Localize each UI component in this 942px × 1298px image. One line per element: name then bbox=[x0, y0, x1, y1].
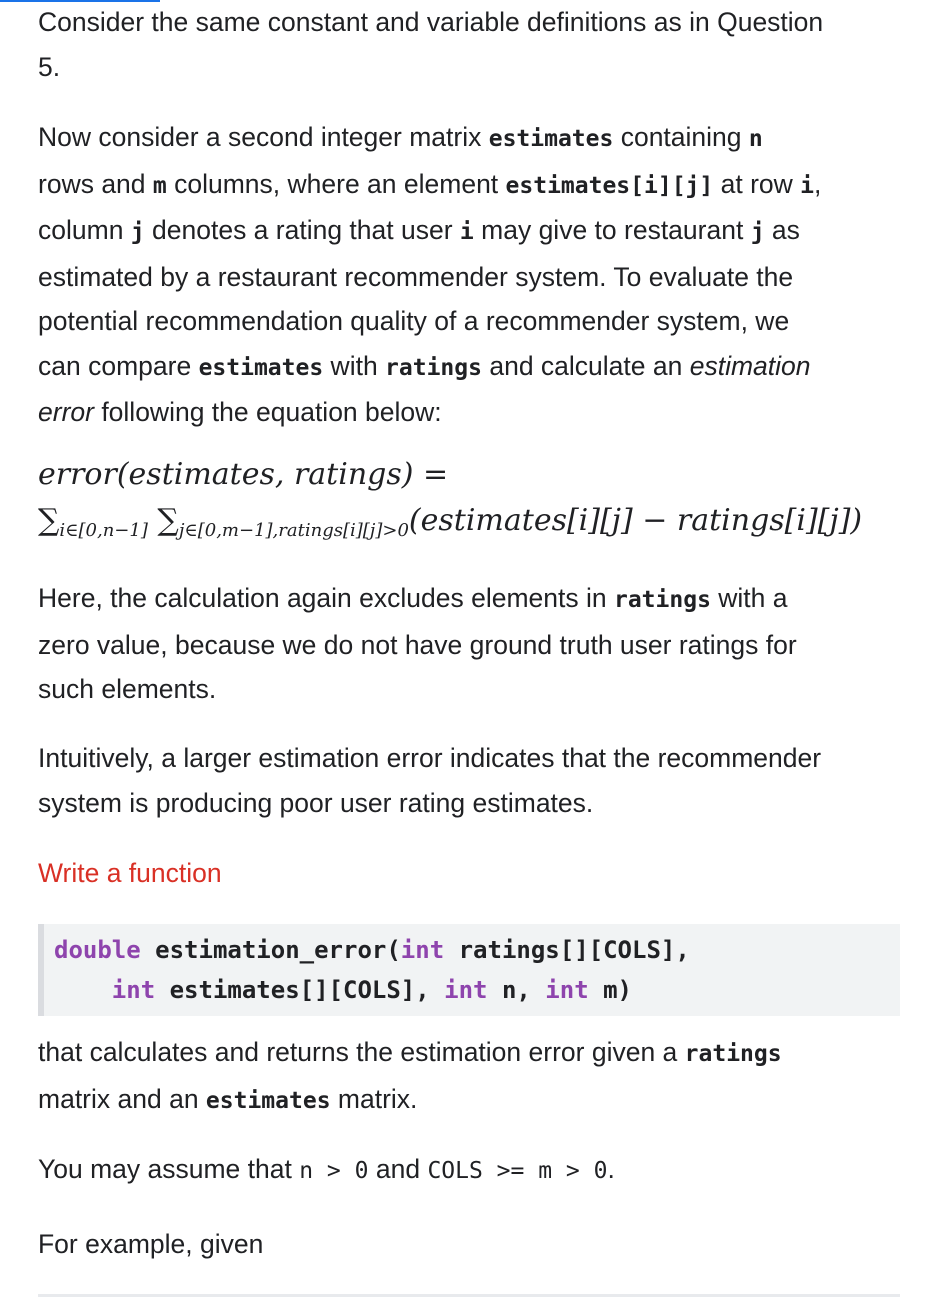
inline-code: estimates bbox=[488, 126, 614, 152]
paragraph-intuition bbox=[38, 736, 900, 825]
inline-code: COLS >= m > 0 bbox=[427, 1158, 608, 1184]
text: that calculates and returns the estimation error given a bbox=[38, 1037, 685, 1067]
code-indent bbox=[54, 976, 112, 1004]
inline-code: i bbox=[800, 172, 814, 199]
sum-symbol: ∑ bbox=[38, 503, 60, 538]
emphasis: estimation bbox=[689, 350, 811, 381]
sum-index-i: i∈[0,n−1] bbox=[59, 520, 148, 541]
task-heading bbox=[38, 851, 900, 896]
text: and bbox=[368, 1154, 428, 1184]
code-line-2 bbox=[54, 970, 900, 1010]
text: Consider the same constant and variable definitions as in Question bbox=[38, 7, 824, 37]
inline-code: n bbox=[748, 126, 763, 152]
text: may give to restaurant bbox=[473, 215, 751, 245]
error-equation bbox=[38, 452, 942, 552]
text: matrix. bbox=[330, 1083, 418, 1114]
text: , bbox=[814, 168, 822, 199]
text: denotes a rating that user bbox=[144, 215, 460, 245]
text: Now consider a second integer matrix bbox=[38, 122, 489, 152]
inline-code: estimates[i][j] bbox=[505, 172, 714, 199]
sum-index-j: j∈[0,m−1],ratings[i][j]>0 bbox=[178, 520, 409, 541]
bottom-divider bbox=[38, 1294, 900, 1297]
write-function-heading: Write a function bbox=[38, 858, 222, 888]
text: can compare bbox=[38, 350, 199, 381]
function-signature-code bbox=[38, 924, 900, 1016]
text: . bbox=[607, 1154, 615, 1184]
text: potential recommendation quality of a recommender system, we bbox=[38, 306, 790, 336]
paragraph-context bbox=[38, 0, 900, 89]
code-text: estimation_error( bbox=[140, 936, 401, 964]
paragraph-assumptions bbox=[38, 1147, 900, 1194]
inline-code: ratings bbox=[684, 1041, 782, 1067]
text: column bbox=[38, 215, 131, 245]
equation-line-2 bbox=[38, 498, 942, 552]
inline-code: j bbox=[130, 219, 145, 245]
text: matrix and an bbox=[38, 1083, 206, 1114]
inline-code: n > 0 bbox=[299, 1158, 369, 1184]
text: 5. bbox=[38, 51, 61, 82]
text: as bbox=[764, 215, 800, 245]
code-keyword: int bbox=[444, 976, 488, 1004]
text: You may assume that bbox=[38, 1154, 300, 1184]
code-text: ratings[][COLS], bbox=[444, 936, 690, 964]
code-text: m) bbox=[588, 976, 633, 1004]
paragraph-exclusion-note bbox=[38, 576, 900, 712]
paragraph-example-intro bbox=[38, 1222, 900, 1267]
text: system is producing poor user rating estimates. bbox=[38, 787, 594, 818]
code-keyword: int bbox=[400, 936, 445, 964]
text: For example, given bbox=[38, 1229, 264, 1259]
text: following the equation below: bbox=[93, 397, 442, 427]
code-text: n, bbox=[487, 976, 546, 1004]
text: zero value, because we do not have ground truth user ratings for bbox=[38, 629, 797, 660]
inline-code: ratings bbox=[385, 354, 482, 381]
inline-code: estimates bbox=[205, 1087, 331, 1114]
text: rows and bbox=[38, 168, 153, 199]
inline-code: m bbox=[152, 172, 167, 199]
text: with a bbox=[710, 583, 788, 613]
code-line-1 bbox=[54, 930, 900, 970]
sum-symbol: ∑ bbox=[157, 503, 179, 538]
text: Intuitively, a larger estimation error indicates that the recommender bbox=[38, 743, 822, 773]
emphasis: error bbox=[38, 397, 94, 427]
code-keyword: int bbox=[545, 976, 589, 1004]
text: with bbox=[323, 350, 386, 381]
text: estimated by a restaurant recommender system. To evaluate the bbox=[38, 261, 794, 292]
paragraph-estimates-definition bbox=[38, 115, 900, 435]
code-keyword: int bbox=[111, 976, 156, 1004]
text: at row bbox=[713, 168, 801, 199]
text: and calculate an bbox=[481, 350, 690, 381]
code-keyword: double bbox=[54, 936, 141, 964]
inline-code: j bbox=[750, 219, 765, 245]
equation-line-1: error(estimates, ratings) = bbox=[38, 457, 449, 492]
code-text: estimates[][COLS], bbox=[155, 976, 445, 1004]
sum-term: (estimates[i][j] − ratings[i][j]) bbox=[408, 503, 863, 538]
text: Here, the calculation again excludes elements in bbox=[38, 583, 614, 613]
text: containing bbox=[613, 122, 749, 152]
inline-code: ratings bbox=[613, 587, 711, 613]
text: columns, where an element bbox=[166, 168, 506, 199]
paragraph-function-description bbox=[38, 1030, 900, 1123]
inline-code: estimates bbox=[198, 354, 324, 381]
inline-code: i bbox=[459, 219, 474, 245]
text: such elements. bbox=[38, 674, 217, 704]
